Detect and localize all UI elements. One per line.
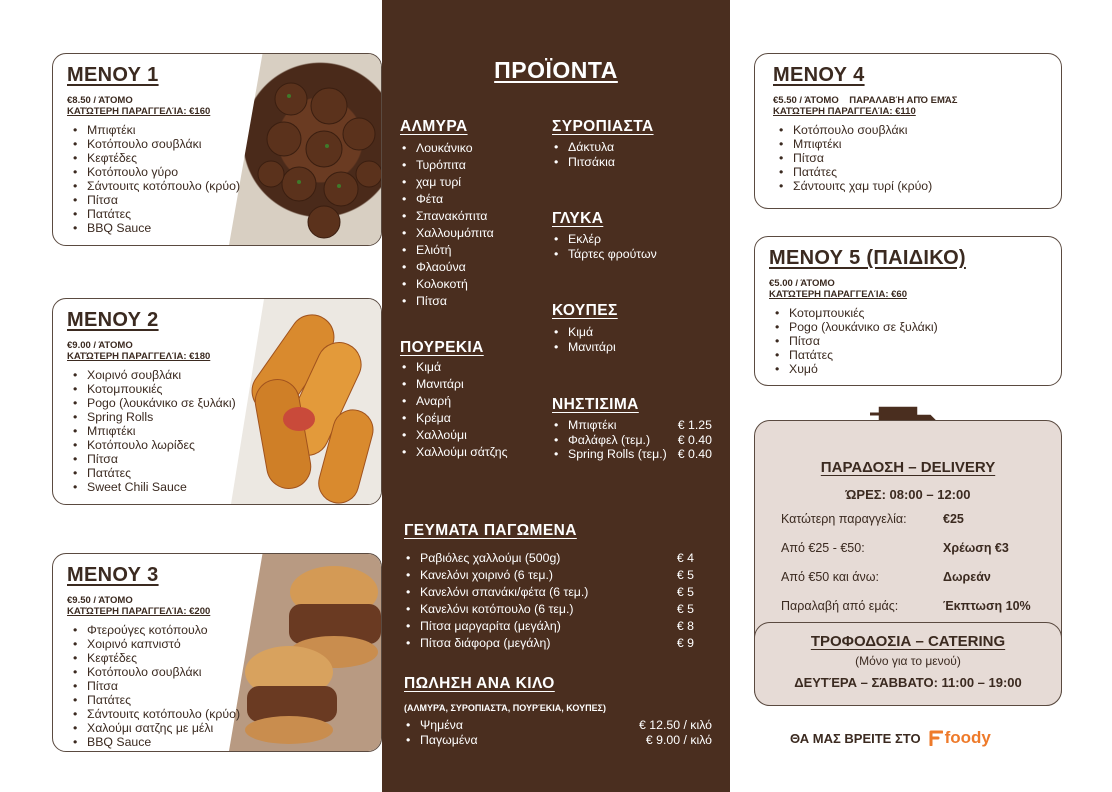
list-item: • Κοτόπουλο σουβλάκι	[67, 137, 240, 151]
menu-price: €9.00 / ΆΤΟΜΟ	[67, 340, 133, 351]
menu-title: ΜΕΝΟΥ 3	[67, 564, 159, 586]
almyra-list	[400, 140, 550, 310]
delivery-row-label: Παραλαβή από εμάς:	[781, 599, 899, 613]
list-item: • Πίτσα	[769, 334, 1051, 348]
item-price: € 9	[676, 636, 694, 650]
list-item: • Μανιτάρι	[552, 340, 712, 355]
list-item: • χαμ τυρί	[400, 174, 550, 191]
section-title-koupes: ΚΟΥΠΕΣ	[552, 302, 618, 319]
delivery-row-value: Δωρεάν	[943, 570, 991, 584]
list-item: • Χαλλούμι σάτζης	[400, 444, 550, 461]
list-item	[552, 418, 712, 433]
menu-items	[67, 368, 236, 494]
menu-min-order: ΚΑΤΏΤΕΡΗ ΠΑΡΑΓΓΕΛΊΑ: €200	[67, 606, 211, 617]
item-name: • Παγωμένα	[420, 733, 478, 747]
list-item	[404, 733, 712, 748]
frozen-list	[404, 550, 694, 652]
meatballs-photo	[229, 54, 381, 245]
menu-card-5	[754, 236, 1062, 386]
list-item: • Πίτσα	[67, 452, 236, 466]
list-item: • Πατάτες	[67, 207, 240, 221]
menu-min-order: ΚΑΤΏΤΕΡΗ ΠΑΡΑΓΓΕΛΊΑ: €160	[67, 106, 211, 117]
products-title: ΠΡΟΪΟΝΤΑ	[494, 57, 618, 83]
list-item: • Κοτόπουλο σουβλάκι	[773, 123, 1051, 137]
item-name: • Φαλάφελ (τεμ.)	[568, 432, 651, 447]
menu-items	[67, 123, 240, 235]
list-item: • Spring Rolls	[67, 410, 236, 424]
list-item: • Κεφτέδες	[67, 151, 240, 165]
menu-title: ΜΕΝΟΥ 4	[773, 64, 865, 86]
item-name: • Πίτσα μαργαρίτα (μεγάλη)	[420, 619, 561, 633]
item-name: • Ραβιόλες χαλλούμι (500g)	[420, 551, 561, 565]
list-item	[404, 618, 694, 635]
list-item: • Κοτόπουλο γύρο	[67, 165, 240, 179]
list-item: • Φτερούγες κοτόπουλο	[67, 623, 240, 637]
list-item: • Pogo (λουκάνικο σε ξυλάκι)	[769, 320, 1051, 334]
item-price: € 8	[676, 619, 694, 633]
list-item: • Δάκτυλα	[552, 140, 712, 155]
section-title-syropiasta: ΣΥΡΟΠΙΑΣΤΑ	[552, 118, 654, 135]
catering-subtitle: (Μόνο για το μενού)	[855, 654, 961, 668]
list-item: • Σάντουιτς χαμ τυρί (κρύο)	[773, 179, 1051, 193]
list-item: • Πατάτες	[773, 165, 1051, 179]
menu-card-3	[52, 553, 382, 752]
catering-title: ΤΡΟΦΟΔΟΣΙΑ – CATERING	[810, 633, 1006, 650]
item-price: € 0.40	[677, 447, 712, 461]
delivery-row-value: Χρέωση €3	[943, 541, 1009, 555]
list-item: • Κολοκοτή	[400, 276, 550, 293]
list-item	[404, 550, 694, 567]
menu-items	[769, 306, 1051, 376]
list-item: • Τάρτες φρούτων	[552, 247, 712, 262]
list-item: • Τυρόπιτα	[400, 157, 550, 174]
list-item: • Πατάτες	[769, 348, 1051, 362]
item-name: • Μπιφτέκι	[568, 418, 617, 432]
list-item: • Pogo (λουκάνικο σε ξυλάκι)	[67, 396, 236, 410]
list-item: • Φλαούνα	[400, 259, 550, 276]
catering-hours: ΔΕΥΤΈΡΑ – ΣΆΒΒΑΤΟ: 11:00 – 19:00	[794, 675, 1022, 690]
menu-min-order: ΚΑΤΏΤΕΡΗ ΠΑΡΑΓΓΕΛΊΑ: €60	[769, 289, 907, 300]
list-item	[404, 601, 694, 618]
list-item: • BBQ Sauce	[67, 221, 240, 235]
item-price: € 12.50 / κιλό	[639, 718, 712, 732]
catering-box	[754, 622, 1062, 706]
pourekia-list	[400, 359, 550, 461]
section-title-almyra: ΑΛΜΥΡΑ	[400, 118, 468, 135]
list-item: • Μπιφτέκι	[67, 123, 240, 137]
menu-title: ΜΕΝΟΥ 1	[67, 64, 159, 86]
delivery-row-value: Έκπτωση 10%	[943, 599, 1031, 613]
list-item: • Μπιφτέκι	[773, 137, 1051, 151]
list-item: • Φέτα	[400, 191, 550, 208]
list-item: • Αναρή	[400, 393, 550, 410]
item-name: • Κανελόνι χοιρινό (6 τεμ.)	[420, 568, 554, 582]
item-price: € 1.25	[677, 418, 712, 432]
koupes-list	[552, 325, 712, 354]
list-item: • Κιμά	[400, 359, 550, 376]
item-price: € 9.00 / κιλό	[645, 733, 712, 747]
menu-min-order: ΚΑΤΏΤΕΡΗ ΠΑΡΑΓΓΕΛΊΑ: €110	[773, 106, 916, 117]
list-item	[404, 567, 694, 584]
products-panel	[382, 0, 730, 792]
item-price: € 0.40	[677, 432, 712, 447]
list-item: • Κιμά	[552, 325, 712, 340]
item-price: € 5	[676, 568, 694, 582]
list-item: • Μπιφτέκι	[67, 424, 236, 438]
item-price: € 5	[676, 602, 694, 616]
delivery-title: ΠΑΡΑΔΟΣΗ – DELIVERY	[820, 459, 996, 476]
list-item	[552, 433, 712, 448]
delivery-row-label: Από €50 και άνω:	[781, 570, 879, 584]
list-item	[404, 635, 694, 652]
list-item: • Λουκάνικο	[400, 140, 550, 157]
item-name: • Ψημένα	[420, 718, 463, 732]
list-item: • Πίτσα	[67, 193, 240, 207]
item-name: • Κανελόνι σπανάκι/φέτα (6 τεμ.)	[420, 585, 589, 599]
menu-title: ΜΕΝΟΥ 5 (ΠΑΙΔΙΚΟ)	[769, 247, 966, 269]
menu-card-2	[52, 298, 382, 505]
list-item: • Χοιρινό σουβλάκι	[67, 368, 236, 382]
kilo-note: (ΑΛΜΥΡΆ, ΣΥΡΟΠΙΑΣΤΆ, ΠΟΥΡΈΚΙΑ, ΚΟΥΠΕΣ)	[404, 703, 606, 713]
menu-price: €8.50 / ΆΤΟΜΟ	[67, 95, 133, 106]
list-item: • Εκλέρ	[552, 232, 712, 247]
delivery-row-value: €25	[943, 512, 964, 526]
list-item: • Κοτομπουκιές	[67, 382, 236, 396]
list-item: • Χυμό	[769, 362, 1051, 376]
list-item: • Πατάτες	[67, 693, 240, 707]
foody-brand: foody	[944, 728, 991, 747]
list-item: • Πίτσα	[773, 151, 1051, 165]
item-name: • Κανελόνι κοτόπουλο (6 τεμ.)	[420, 602, 574, 616]
list-item: • Χαλλούμι	[400, 427, 550, 444]
delivery-row-label: Από €25 - €50:	[781, 541, 865, 555]
list-item: • Κοτόπουλο σουβλάκι	[67, 665, 240, 679]
list-item: • BBQ Sauce	[67, 735, 240, 749]
list-item: • Κοτόπουλο λωρίδες	[67, 438, 236, 452]
footer-text: ΘΑ ΜΑΣ ΒΡΕΙΤΕ ΣΤΟ	[790, 730, 921, 746]
menu-price: €9.50 / ΆΤΟΜΟ	[67, 595, 133, 606]
delivery-hours: ΏΡΕΣ: 08:00 – 12:00	[845, 487, 971, 502]
list-item: • Σπανακόπιτα	[400, 208, 550, 225]
foody-logo-icon	[929, 730, 943, 746]
list-item: • Ελιότή	[400, 242, 550, 259]
list-item: • Κεφτέδες	[67, 651, 240, 665]
item-name: • Πίτσα διάφορα (μεγάλη)	[420, 636, 551, 650]
section-title-frozen: ΓΕΥΜΑΤΑ ΠΑΓΩΜΕΝΑ	[404, 522, 577, 539]
menu-card-4	[754, 53, 1062, 209]
section-title-glyka: ΓΛΥΚΑ	[552, 210, 604, 227]
list-item: • Σάντουιτς κοτόπουλο (κρύο)	[67, 179, 240, 193]
menu-min-order: ΚΑΤΏΤΕΡΗ ΠΑΡΑΓΓΕΛΊΑ: €180	[67, 351, 211, 362]
menu-price: €5.00 / ΆΤΟΜΟ	[769, 278, 835, 289]
list-item: • Σάντουιτς κοτόπουλο (κρύο)	[67, 707, 240, 721]
menu-title: ΜΕΝΟΥ 2	[67, 309, 159, 331]
nistisima-list	[552, 418, 712, 462]
foody-logo[interactable]	[929, 728, 991, 748]
list-item	[404, 584, 694, 601]
section-title-pourekia: ΠΟΥΡΕΚΙΑ	[400, 339, 484, 356]
list-item: • Χαλούμι σατζης με μέλι	[67, 721, 240, 735]
list-item: • Πιτσάκια	[552, 155, 712, 170]
list-item: • Χοιρινό καπνιστό	[67, 637, 240, 651]
section-title-nistisima: ΝΗΣΤΙΣΙΜΑ	[552, 396, 639, 413]
list-item: • Μανιτάρι	[400, 376, 550, 393]
item-price: € 4	[676, 551, 694, 565]
list-item	[552, 447, 712, 462]
menu-price: €5.50 / ΆΤΟΜΟ ΠΑΡΑΛΑΒΉ ΑΠΌ ΕΜΆΣ	[773, 95, 958, 106]
menu-items	[67, 623, 240, 749]
foody-footer	[790, 728, 991, 748]
burgers-photo	[229, 554, 381, 751]
delivery-row-label: Κατώτερη παραγγελία:	[781, 512, 907, 526]
kilo-list	[404, 718, 712, 748]
menu-card-1	[52, 53, 382, 246]
list-item: • Πατάτες	[67, 466, 236, 480]
syropiasta-list	[552, 140, 712, 169]
list-item: • Κρέμα	[400, 410, 550, 427]
section-title-kilo: ΠΩΛΗΣΗ ΑΝΑ ΚΙΛΟ	[404, 675, 555, 692]
item-price: € 5	[676, 585, 694, 599]
list-item: • Πίτσα	[400, 293, 550, 310]
glyka-list	[552, 232, 712, 261]
menu-items	[773, 123, 1051, 193]
list-item: • Κοτομπουκιές	[769, 306, 1051, 320]
corn-dogs-photo	[231, 299, 381, 504]
list-item	[404, 718, 712, 733]
item-name: • Spring Rolls (τεμ.)	[568, 447, 667, 461]
list-item: • Χαλλουμόπιτα	[400, 225, 550, 242]
list-item: • Πίτσα	[67, 679, 240, 693]
list-item: • Sweet Chili Sauce	[67, 480, 236, 494]
